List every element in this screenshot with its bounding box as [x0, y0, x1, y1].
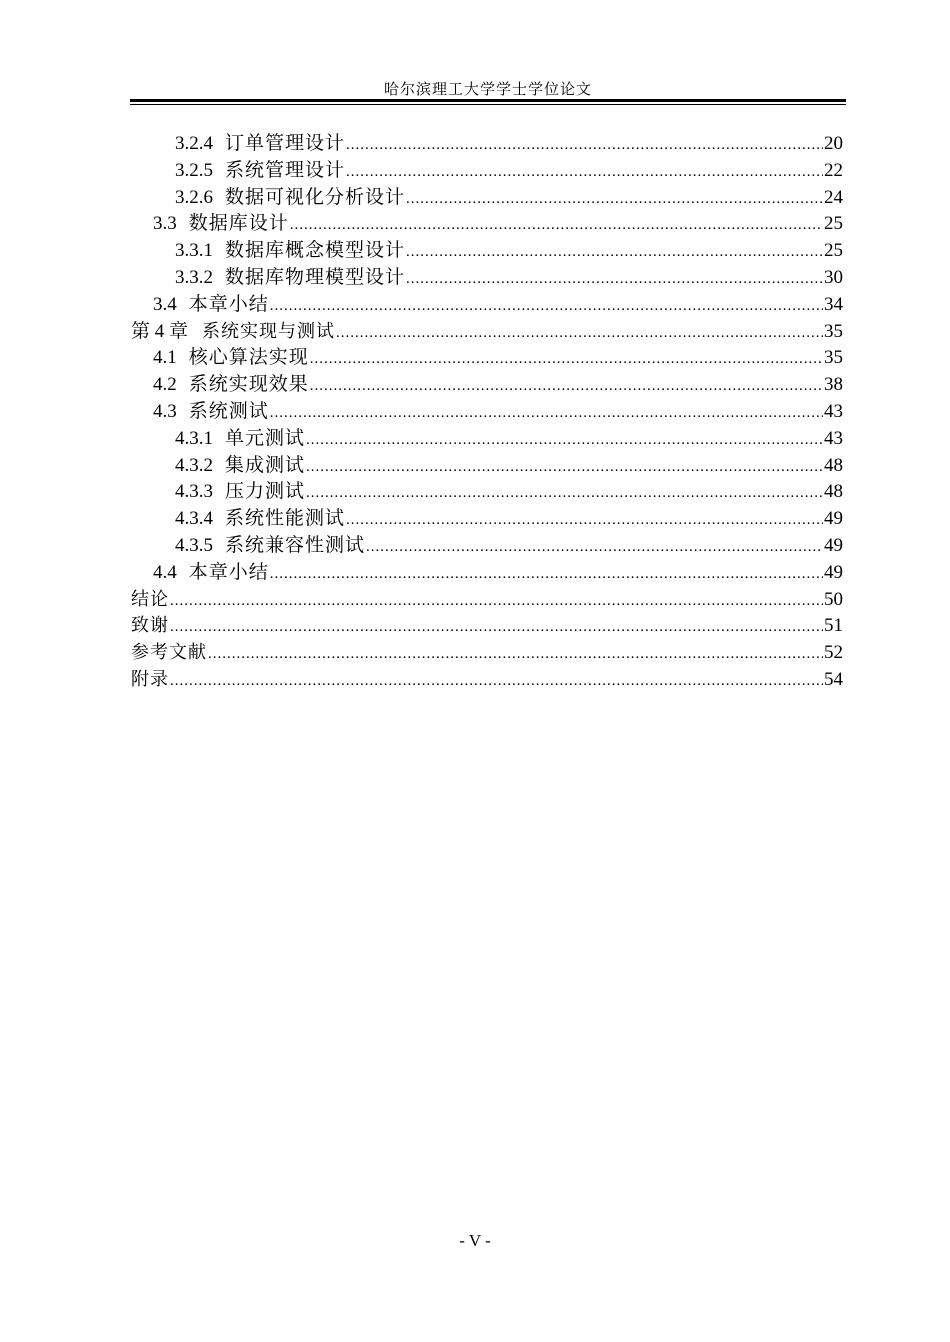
toc-entry: [131, 345, 843, 372]
toc-entry-title: 系统兼容性测试: [225, 534, 366, 556]
toc-entry-title: 本章小结: [188, 561, 269, 583]
toc-entry-number: 4.4: [153, 561, 177, 583]
toc-entry-page: 43: [824, 427, 843, 449]
toc-dot-leader: [366, 534, 823, 561]
toc-entry: [131, 292, 843, 319]
toc-entry-page: 30: [824, 266, 843, 288]
toc-entry-page: 50: [824, 588, 843, 610]
toc-entry-title: 参考文献: [131, 642, 207, 664]
toc-entry: [131, 265, 843, 292]
toc-entry-title: 数据库物理模型设计: [225, 266, 406, 288]
toc-entry: [131, 211, 843, 238]
toc-entry-page: 48: [824, 481, 843, 503]
toc-entry: [131, 426, 843, 453]
toc-dot-leader: [170, 668, 823, 695]
header-rule-thin: [130, 104, 846, 105]
toc-entry: [131, 560, 843, 587]
toc-dot-leader: [270, 400, 823, 427]
toc-entry: [131, 185, 843, 212]
toc-dot-leader: [270, 293, 823, 320]
toc-dot-leader: [346, 507, 823, 534]
toc-entry-title: 结论: [131, 588, 169, 610]
header-rule-thick: [130, 99, 846, 102]
toc-entry-page: 48: [824, 454, 843, 476]
toc-dot-leader: [406, 239, 823, 266]
toc-entry-page: 43: [824, 400, 843, 422]
page-number: - V -: [459, 1231, 491, 1250]
toc-entry-title: 致谢: [131, 615, 169, 637]
toc-entry-page: 35: [824, 347, 843, 369]
toc-entry-number: 3.4: [153, 293, 177, 315]
toc-entry-page: 49: [824, 561, 843, 583]
toc-entry-number: 3.3.1: [175, 240, 213, 262]
toc-entry-page: 25: [824, 213, 843, 235]
toc-entry-number: 3.3.2: [175, 266, 213, 288]
toc-entry-title: 本章小结: [188, 293, 269, 315]
toc-entry-number: 4.3.4: [175, 508, 213, 530]
toc-entry: [131, 238, 843, 265]
toc-entry-page: 35: [824, 320, 843, 342]
toc-entry: [131, 640, 843, 667]
toc-entry-number: 3.2.4: [175, 133, 213, 154]
toc-entry-page: 49: [824, 508, 843, 530]
toc-entry-number: 3.2.6: [175, 186, 213, 208]
toc-entry-page: 34: [824, 293, 843, 315]
toc-entry: [131, 506, 843, 533]
toc-entry-page: 24: [824, 186, 843, 208]
toc-entry: [131, 613, 843, 640]
toc-dot-leader: [310, 373, 823, 400]
toc-dot-leader: [306, 480, 823, 507]
toc-dot-leader: [346, 159, 823, 186]
toc-dot-leader: [270, 561, 823, 588]
toc-entry: [131, 131, 843, 158]
toc-entry-number: 4.3.1: [175, 427, 213, 449]
toc-entry-page: 52: [824, 642, 843, 664]
toc-entry-title: 附录: [131, 668, 169, 690]
toc-entry-title: 单元测试: [225, 427, 306, 449]
toc-entry-page: 20: [824, 133, 843, 154]
toc-entry-page: 22: [824, 159, 843, 181]
toc-entry-title: 集成测试: [225, 454, 306, 476]
toc-entry-number: 4.3.2: [175, 454, 213, 476]
toc-entry-title: 数据库设计: [188, 213, 289, 235]
toc-entry-number: 4.2: [153, 374, 177, 396]
toc-entry-page: 25: [824, 240, 843, 262]
toc-dot-leader: [406, 266, 823, 293]
toc-entry: [131, 158, 843, 185]
toc-entry-title: 系统实现效果: [188, 374, 309, 396]
toc-entry-number: 3.3: [153, 213, 177, 235]
toc-dot-leader: [346, 132, 823, 159]
toc-entry: [131, 533, 843, 560]
toc-entry: [131, 667, 843, 694]
toc-entry-page: 54: [824, 668, 843, 690]
toc-entry: [131, 587, 843, 614]
table-of-contents: [131, 131, 843, 694]
toc-entry-number: 4.3: [153, 400, 177, 422]
toc-entry-title: 系统测试: [188, 400, 269, 422]
toc-dot-leader: [208, 641, 823, 668]
toc-dot-leader: [306, 454, 823, 481]
toc-entry-title: 系统管理设计: [225, 159, 346, 181]
toc-dot-leader: [290, 212, 823, 239]
toc-entry-title: 系统实现与测试: [202, 320, 336, 342]
toc-entry-page: 51: [824, 615, 843, 637]
toc-entry-title: 数据库概念模型设计: [225, 240, 406, 262]
toc-entry: [131, 479, 843, 506]
toc-entry-title: 核心算法实现: [188, 347, 309, 369]
toc-dot-leader: [306, 427, 823, 454]
toc-entry-page: 49: [824, 534, 843, 556]
toc-entry-title: 压力测试: [225, 481, 306, 503]
toc-entry: [131, 399, 843, 426]
toc-entry-number: 4.3.3: [175, 481, 213, 503]
toc-dot-leader: [170, 588, 823, 615]
toc-entry: [131, 372, 843, 399]
toc-dot-leader: [336, 320, 823, 347]
toc-entry-number: 3.2.5: [175, 159, 213, 181]
page-header-title: 哈尔滨理工大学学士学位论文: [383, 82, 592, 98]
toc-dot-leader: [170, 614, 823, 641]
toc-entry: [131, 319, 843, 346]
toc-entry-title: 订单管理设计: [225, 133, 346, 154]
toc-entry-page: 38: [824, 374, 843, 396]
toc-entry-number: 第 4 章: [131, 320, 189, 342]
toc-entry-title: 数据可视化分析设计: [225, 186, 406, 208]
toc-entry-title: 系统性能测试: [225, 508, 346, 530]
toc-dot-leader: [310, 346, 823, 373]
toc-entry-number: 4.1: [153, 347, 177, 369]
toc-dot-leader: [406, 186, 823, 213]
toc-entry: [131, 453, 843, 480]
toc-entry-number: 4.3.5: [175, 534, 213, 556]
